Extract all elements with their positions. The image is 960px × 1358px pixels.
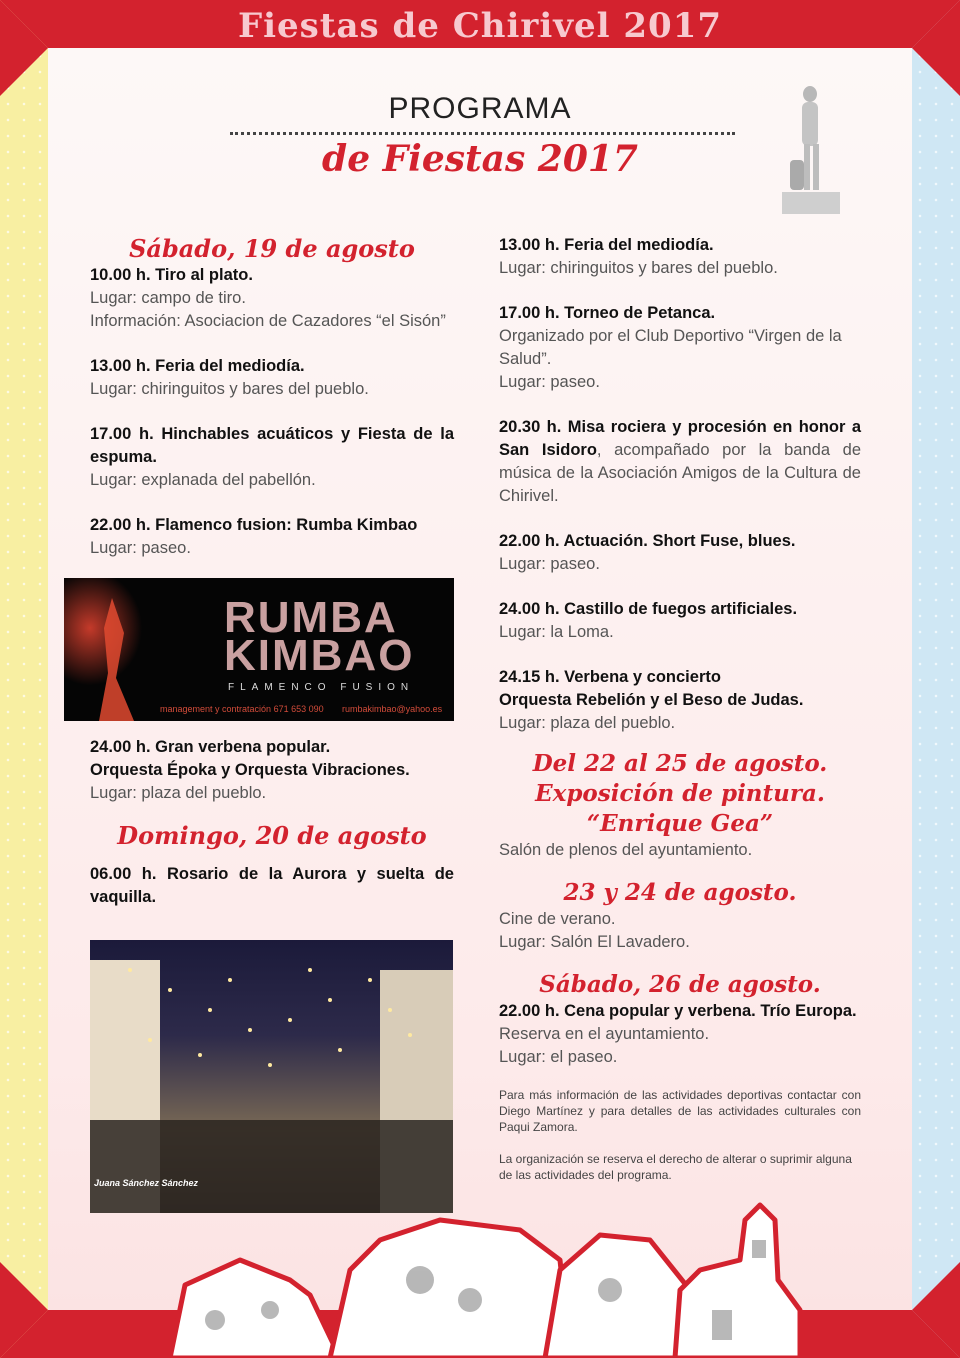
church-landmark [675,1205,800,1358]
event-detail: Lugar: plaza del pueblo. [90,784,267,802]
event-title: 13.00 h. Feria del mediodía. [499,236,714,254]
rumba-email: rumbakimbao@yahoo.es [342,704,443,714]
dotted-divider [230,132,735,135]
disclaimer-note: La organización se reserva el derecho de alterar o suprimir alguna de las actividades del programa. [499,1152,852,1182]
event-detail: Cine de verano. [499,910,616,928]
event-detail: Lugar: paseo. [90,539,191,557]
event-title: 10.00 h. Tiro al plato. [90,266,253,284]
event-detail: Lugar: chiringuitos y bares del pueblo. [90,380,369,398]
event-block [499,416,861,508]
programa-subtitle: de Fiestas 2017 [322,138,638,180]
event-detail: Lugar: la Loma. [499,623,614,641]
street-festival-photo [90,940,453,1213]
event-title: 17.00 h. Torneo de Petanca. [499,304,716,322]
event-title: 17.00 h. Hinchables acuáticos y Fiesta de la espuma. [90,425,454,466]
event-detail: Lugar: paseo. [499,555,600,573]
rumba-kimbao-poster [64,578,454,721]
event-detail: Lugar: chiringuitos y bares del pueblo. [499,259,778,277]
event-detail: Reserva en el ayuntamiento. [499,1025,710,1043]
event-title: Orquesta Époka y Orquesta Vibraciones. [90,761,410,779]
programa-heading: PROGRAMA [388,92,572,125]
event-title: 24.00 h. Gran verbena popular. [90,738,331,756]
rumba-tagline: FLAMENCO FUSION [228,682,415,693]
event-detail: Información: Asociacion de Cazadores “el Sisón” [90,312,446,330]
photo-scene [90,940,453,1213]
event-title: 22.00 h. Actuación. Short Fuse, blues. [499,532,796,550]
event-detail: Lugar: explanada del pabellón. [90,471,316,489]
info-note: Para más información de las actividades deportivas contactar con Diego Martínez y para detalles de las actividades culturales con Paqui Zamora. [499,1088,861,1134]
left-column [90,234,454,560]
event-detail: Organizado por el Club Deportivo “Virgen de la Salud”. [499,327,842,368]
event-title: 06.00 h. Rosario de la Aurora y suelta de vaquilla. [90,865,454,906]
photo-credit: Juana Sánchez Sánchez [94,1178,199,1188]
event-title: 22.00 h. Cena popular y verbena. Trío Europa. [499,1002,857,1020]
rumba-logo-line2: KIMBAO [224,631,415,680]
page-title: Fiestas de Chirivel 2017 [237,6,723,46]
event-detail: Lugar: Salón El Lavadero. [499,933,690,951]
town-landmarks-illustration [0,1200,960,1358]
event-detail: Lugar: paseo. [499,373,600,391]
left-column-lower [90,736,454,909]
heading-exposicion: Del 22 al 25 de agosto. Exposición de pintura. “Enrique Gea” [532,750,828,837]
event-detail: Lugar: el paseo. [499,1048,618,1066]
rumba-logo-line1: RUMBA [224,593,398,642]
day-heading-domingo-20: Domingo, 20 de agosto [117,821,427,850]
cave-landmark [170,1260,340,1358]
event-title: 13.00 h. Feria del mediodía. [90,357,305,375]
event-title: 24.00 h. Castillo de fuegos artificiales. [499,600,798,618]
event-title: Orquesta Rebelión y el Beso de Judas. [499,691,804,709]
hill-landmark [330,1220,570,1358]
heading-cine: 23 y 24 de agosto. [563,879,797,906]
statue-image [780,80,842,216]
right-column [499,234,861,1183]
event-detail: Lugar: campo de tiro. [90,289,246,307]
event-title: 24.15 h. Verbena y concierto [499,668,721,686]
event-detail: Salón de plenos del ayuntamiento. [499,841,753,859]
heading-sabado-26: Sábado, 26 de agosto. [539,971,821,998]
event-title: 20.30 h. Misa rociera y procesión en honor a San Isidoro [499,418,861,459]
day-heading-sabado-19: Sábado, 19 de agosto [129,234,415,263]
event-detail: , acompañado por la banda de música de la Asociación Amigos de la Cultura de Chirivel. [499,441,861,505]
event-detail: Lugar: plaza del pueblo. [499,714,676,732]
rumba-contact: management y contratación 671 653 090 [160,704,324,714]
event-title: 22.00 h. Flamenco fusion: Rumba Kimbao [90,516,418,534]
